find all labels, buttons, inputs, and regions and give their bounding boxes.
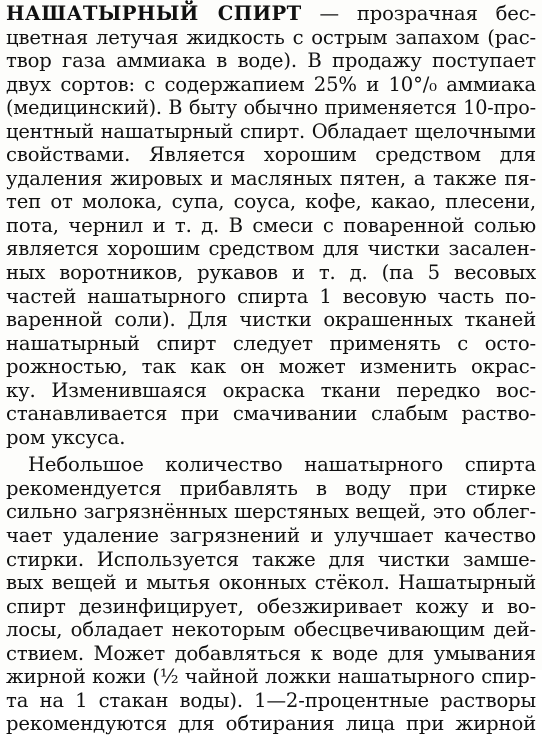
article-headword: НАШАТЫРНЫЙ СПИРТ — [6, 2, 302, 25]
text-line: нашатырный спирт следует применять с осто- — [6, 331, 536, 355]
text-line: ром уксуса. — [6, 425, 126, 449]
text-line: станавливается при смачивании слабым раство- — [6, 402, 536, 426]
text-line: чает удаление загрязнений и улучшает качество — [6, 524, 536, 548]
text-segment: — прозрачная бес- — [301, 2, 536, 25]
text-line: жирной кожи (½ чайной ложки нашатырного спир- — [6, 665, 536, 689]
text-line: центный нашатырный спирт. Обладает щелочными — [6, 119, 536, 143]
text-line: пота, чернил и т. д. В смеси с поваренной солью — [6, 213, 536, 237]
text-line: сильно загрязнённых шерстяных вещей, это облег- — [6, 500, 536, 524]
text-line: лосы, обладает некоторым обесцвечивающим дей- — [6, 618, 536, 642]
article-text — [6, 2, 536, 736]
text-line: вых вещей и мытья оконных стёкол. Нашатырный — [6, 571, 536, 595]
text-line: является хорошим средством для чистки засален- — [6, 237, 536, 261]
text-line: (медицинский). В быту обычно применяется 10-про- — [6, 96, 536, 120]
text-line: теп от молока, супа, соуса, кофе, какао, плесени, — [6, 190, 536, 214]
text-line: цветная летучая жидкость с острым запахом (рас- — [6, 25, 536, 49]
text-line: рожностью, так как он может изменить окрас- — [6, 355, 536, 379]
text-line: рекомендуется прибавлять в воду при стирке — [6, 476, 536, 500]
text-line: частей нашатырного спирта 1 весовую часть по- — [6, 284, 536, 308]
text-line: ку. Изменившаяся окраска ткани передко вос- — [6, 378, 536, 402]
text-line: ных воротников, рукавов и т. д. (па 5 весовых — [6, 261, 536, 285]
text-line: стирки. Используется также для чистки замше- — [6, 547, 536, 571]
text-line: спирт дезинфицирует, обезжиривает кожу и во- — [6, 594, 536, 618]
text-line: удаления жировых и масляных пятен, а также пя- — [6, 166, 536, 190]
text-line: свойствами. Является хорошим средством для — [6, 143, 536, 167]
text-line: двух сортов: с содержапием 25% и 10°/₀ аммиака — [6, 72, 536, 96]
text-line: та на 1 стакан воды). 1—2-процентные растворы — [6, 688, 536, 712]
text-line: варенной соли). Для чистки окрашенных тканей — [6, 308, 536, 332]
text-line: рекомендуются для обтирания лица при жирной — [6, 712, 536, 736]
text-line: ствием. Может добавляться к воде для умывания — [6, 641, 536, 665]
text-line: твор газа аммиака в воде). В продажу поступает — [6, 49, 536, 73]
text-line: Небольшое количество нашатырного спирта — [28, 453, 536, 477]
text-line — [6, 2, 536, 26]
